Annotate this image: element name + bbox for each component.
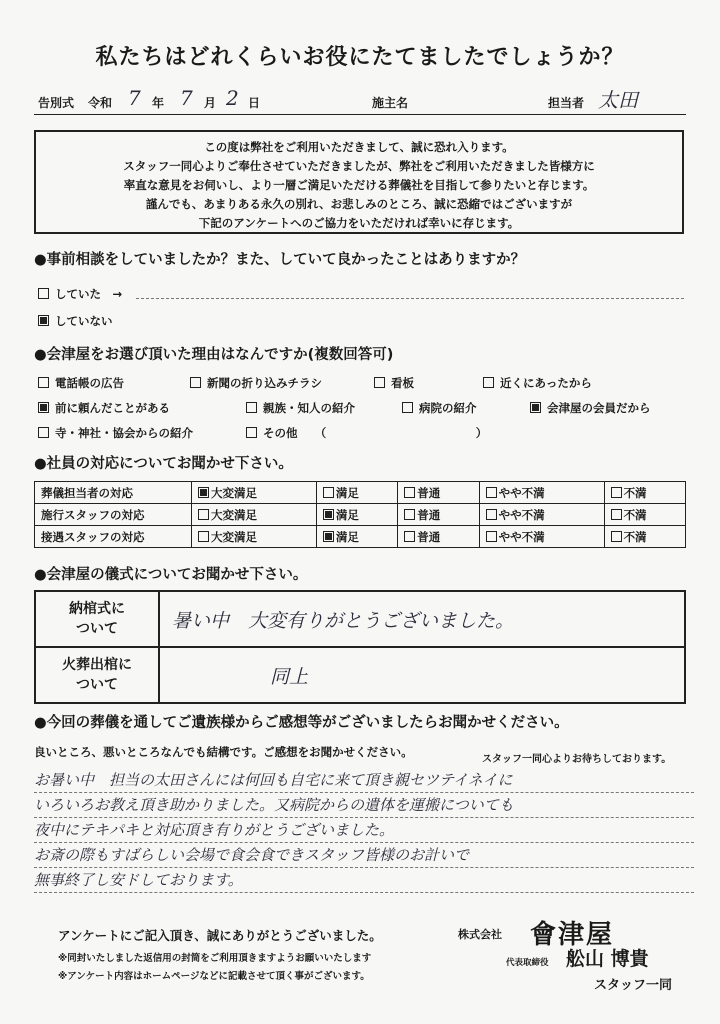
- q2-option[interactable]: 会津屋の会員だから: [530, 400, 651, 416]
- rating-label: 普通: [417, 507, 441, 522]
- checked-checkbox-icon[interactable]: [530, 402, 541, 413]
- footer-thanks: アンケートにご記入頂き、誠にありがとうございました。: [58, 928, 382, 943]
- q4-question: ●会津屋の儀式についてお聞かせ下さい。: [34, 567, 308, 583]
- staff-rating-label: 接遇スタッフの対応: [35, 526, 192, 548]
- q2-option[interactable]: 前に頼んだことがある: [38, 400, 170, 416]
- checked-checkbox-icon[interactable]: [323, 531, 334, 542]
- comment-rule: [34, 817, 694, 818]
- company-prefix: 株式会社: [458, 928, 502, 941]
- q5-question: ●今回の葬儀を通してご遺族様からご感想等がございましたらお聞かせください。: [34, 715, 569, 731]
- q3-question: ●社員の対応についてお聞かせ下さい。: [34, 456, 293, 472]
- comment-rule: [34, 867, 694, 868]
- checked-checkbox-icon[interactable]: [38, 402, 49, 413]
- rating-cell[interactable]: [192, 526, 317, 548]
- q2-option[interactable]: 寺・神社・協会からの紹介: [38, 425, 193, 441]
- checkbox-icon[interactable]: [38, 288, 49, 299]
- month-unit: 月: [204, 96, 217, 110]
- year-value[interactable]: 7: [128, 86, 141, 110]
- intro-line: スタッフ一同心よりご奉仕させていただきましたが、弊社をご利用いただきました皆様方に: [123, 159, 595, 173]
- rating-label: 満足: [335, 485, 359, 500]
- staff-rating-label: 葬儀担当者の対応: [35, 482, 192, 504]
- intro-line: 謹んでも、あまりある永久の別れ、お悲しみのところ、誠に恐縮ではございますが: [145, 197, 573, 211]
- checkbox-icon[interactable]: [38, 377, 49, 388]
- staff-rating-label: 施行スタッフの対応: [35, 504, 192, 526]
- q2-option[interactable]: 看板: [374, 375, 414, 391]
- checkbox-icon[interactable]: [486, 531, 497, 542]
- staff-rating-row: [35, 526, 686, 548]
- checkbox-icon[interactable]: [611, 509, 622, 520]
- rating-label: 大変満足: [211, 507, 257, 522]
- rating-cell[interactable]: [192, 504, 317, 526]
- checked-checkbox-icon[interactable]: [323, 509, 334, 520]
- q1-option-did[interactable]: していた →: [38, 286, 122, 302]
- ceremony-label: 火葬出棺に ついて: [35, 647, 159, 703]
- era-label: 令和: [88, 96, 113, 110]
- ceremony-answer[interactable]: 暑い中 大変有りがとうございました。: [159, 591, 685, 647]
- ceremony-table: [34, 590, 686, 704]
- rating-label: 不満: [623, 529, 647, 544]
- rating-cell[interactable]: [604, 504, 685, 526]
- footer-note: ※同封いたしました返信用の封筒をご利用頂きますようお願いいたします: [58, 953, 372, 964]
- q5-hint-right: スタッフ一同心よりお待ちしております。: [482, 754, 672, 765]
- comment-line: お斎の際もすばらしい会場で食会食できスタッフ皆様のお計いで: [34, 846, 470, 864]
- ceremony-answer[interactable]: 同上: [159, 647, 685, 703]
- rating-label: やや不満: [498, 529, 545, 544]
- checkbox-icon[interactable]: [404, 531, 415, 542]
- q1-question: ●事前相談をしていましたか？また、していて良かったことはありますか？: [34, 252, 526, 268]
- checkbox-icon[interactable]: [611, 487, 622, 498]
- comment-line: 無事終了し安ドしております。: [34, 871, 243, 889]
- rating-cell[interactable]: [398, 504, 479, 526]
- q1-answer-line[interactable]: [136, 298, 684, 299]
- checkbox-icon[interactable]: [483, 377, 494, 388]
- rating-cell[interactable]: [398, 482, 479, 504]
- rating-cell[interactable]: [604, 482, 685, 504]
- comment-line: いろいろお教え頂き助かりました。又病院からの遺体を運搬についても: [34, 796, 514, 814]
- rating-cell[interactable]: [398, 526, 479, 548]
- rating-label: 満足: [335, 529, 359, 544]
- rating-label: 不満: [623, 485, 647, 500]
- checkbox-icon[interactable]: [198, 509, 209, 520]
- staff-rating-row: [35, 482, 686, 504]
- checkbox-icon[interactable]: [190, 377, 201, 388]
- ceremony-label: 納棺式に ついて: [35, 591, 159, 647]
- year-unit: 年: [152, 96, 165, 110]
- q2-option[interactable]: 電話帳の広告: [38, 375, 124, 391]
- checked-checkbox-icon[interactable]: [38, 315, 49, 326]
- checkbox-icon[interactable]: [374, 377, 385, 388]
- intro-line: この度は弊社をご利用いただきまして、誠に恐れ入ります。: [204, 140, 514, 154]
- rating-cell[interactable]: [479, 526, 604, 548]
- staff-rating-table: [34, 481, 686, 548]
- q2-option[interactable]: 近くにあったから: [483, 375, 592, 391]
- checkbox-icon[interactable]: [404, 509, 415, 520]
- header-underline: [34, 114, 686, 115]
- checkbox-icon[interactable]: [38, 427, 49, 438]
- staff-all: スタッフ一同: [594, 978, 673, 993]
- checked-checkbox-icon[interactable]: [198, 487, 209, 498]
- ceremony-row: [35, 647, 685, 703]
- rating-cell[interactable]: [316, 504, 397, 526]
- checkbox-icon[interactable]: [246, 427, 257, 438]
- rating-label: やや不満: [498, 485, 545, 500]
- day-value[interactable]: 2: [226, 86, 239, 110]
- checkbox-icon[interactable]: [486, 487, 497, 498]
- intro-box: [34, 130, 684, 234]
- q5-hint: 良いところ、悪いところなんでも結構です。ご感想をお聞かせください。: [34, 745, 413, 759]
- comment-line: 夜中にテキパキと対応頂き有りがとうございました。: [34, 821, 395, 839]
- checkbox-icon[interactable]: [246, 402, 257, 413]
- survey-title: 私たちはどれくらいお役にたてましたでしょうか？: [95, 45, 625, 70]
- rating-cell[interactable]: [479, 482, 604, 504]
- checkbox-icon[interactable]: [486, 509, 497, 520]
- ceremony-label: 告別式: [38, 96, 75, 110]
- q2-question: ●会津屋をお選び頂いた理由はなんですか(複数回答可): [34, 347, 394, 363]
- comment-rule: [34, 892, 694, 893]
- rating-label: 普通: [417, 485, 441, 500]
- q2-option[interactable]: その他 （ ）: [246, 425, 487, 441]
- rating-cell[interactable]: [316, 482, 397, 504]
- comment-area[interactable]: [34, 768, 694, 893]
- rating-label: 大変満足: [211, 529, 257, 544]
- footer-note: ※アンケート内容はホームページなどに記載させて頂く事がございます。: [58, 971, 370, 982]
- rating-label: 大変満足: [211, 485, 257, 500]
- checkbox-icon[interactable]: [323, 487, 334, 498]
- rating-label: 不満: [623, 507, 647, 522]
- chief-mourner-label: 施主名: [372, 96, 409, 110]
- rating-label: 普通: [417, 529, 441, 544]
- checkbox-icon[interactable]: [402, 402, 413, 413]
- rep-name: 舩山 博貴: [566, 948, 649, 970]
- staff-label: 担当者: [548, 96, 585, 110]
- comment-line: お暑い中 担当の太田さんには何回も自宅に来て頂き親セツテイネイに: [34, 771, 513, 789]
- comment-rule: [34, 842, 694, 843]
- q2-option[interactable]: 新聞の折り込みチラシ: [190, 375, 322, 391]
- q2-option[interactable]: 親族・知人の紹介: [246, 400, 355, 416]
- rating-label: やや不満: [498, 507, 545, 522]
- rating-label: 満足: [335, 507, 359, 522]
- checkbox-icon[interactable]: [404, 487, 415, 498]
- ceremony-row: [35, 591, 685, 647]
- q2-option[interactable]: 病院の紹介: [402, 400, 477, 416]
- rep-title: 代表取締役: [506, 958, 549, 968]
- comment-rule: [34, 792, 694, 793]
- staff-name-value[interactable]: 太田: [598, 88, 638, 112]
- checkbox-icon[interactable]: [611, 531, 622, 542]
- rating-cell[interactable]: [604, 526, 685, 548]
- rating-cell[interactable]: [479, 504, 604, 526]
- intro-line: 率直な意見をお伺いし、より一層ご満足いただける葬儀社を目指して参りたいと存じます。: [123, 178, 595, 192]
- intro-line: 下記のアンケートへのご協力をいただければ幸いに存じます。: [198, 216, 520, 230]
- company-logo: 會津屋: [530, 920, 615, 950]
- month-value[interactable]: 7: [180, 86, 193, 110]
- rating-cell[interactable]: [192, 482, 317, 504]
- day-unit: 日: [248, 96, 261, 110]
- staff-rating-row: [35, 504, 686, 526]
- checkbox-icon[interactable]: [198, 531, 209, 542]
- rating-cell[interactable]: [316, 526, 397, 548]
- q1-option-did-not[interactable]: していない: [38, 313, 113, 329]
